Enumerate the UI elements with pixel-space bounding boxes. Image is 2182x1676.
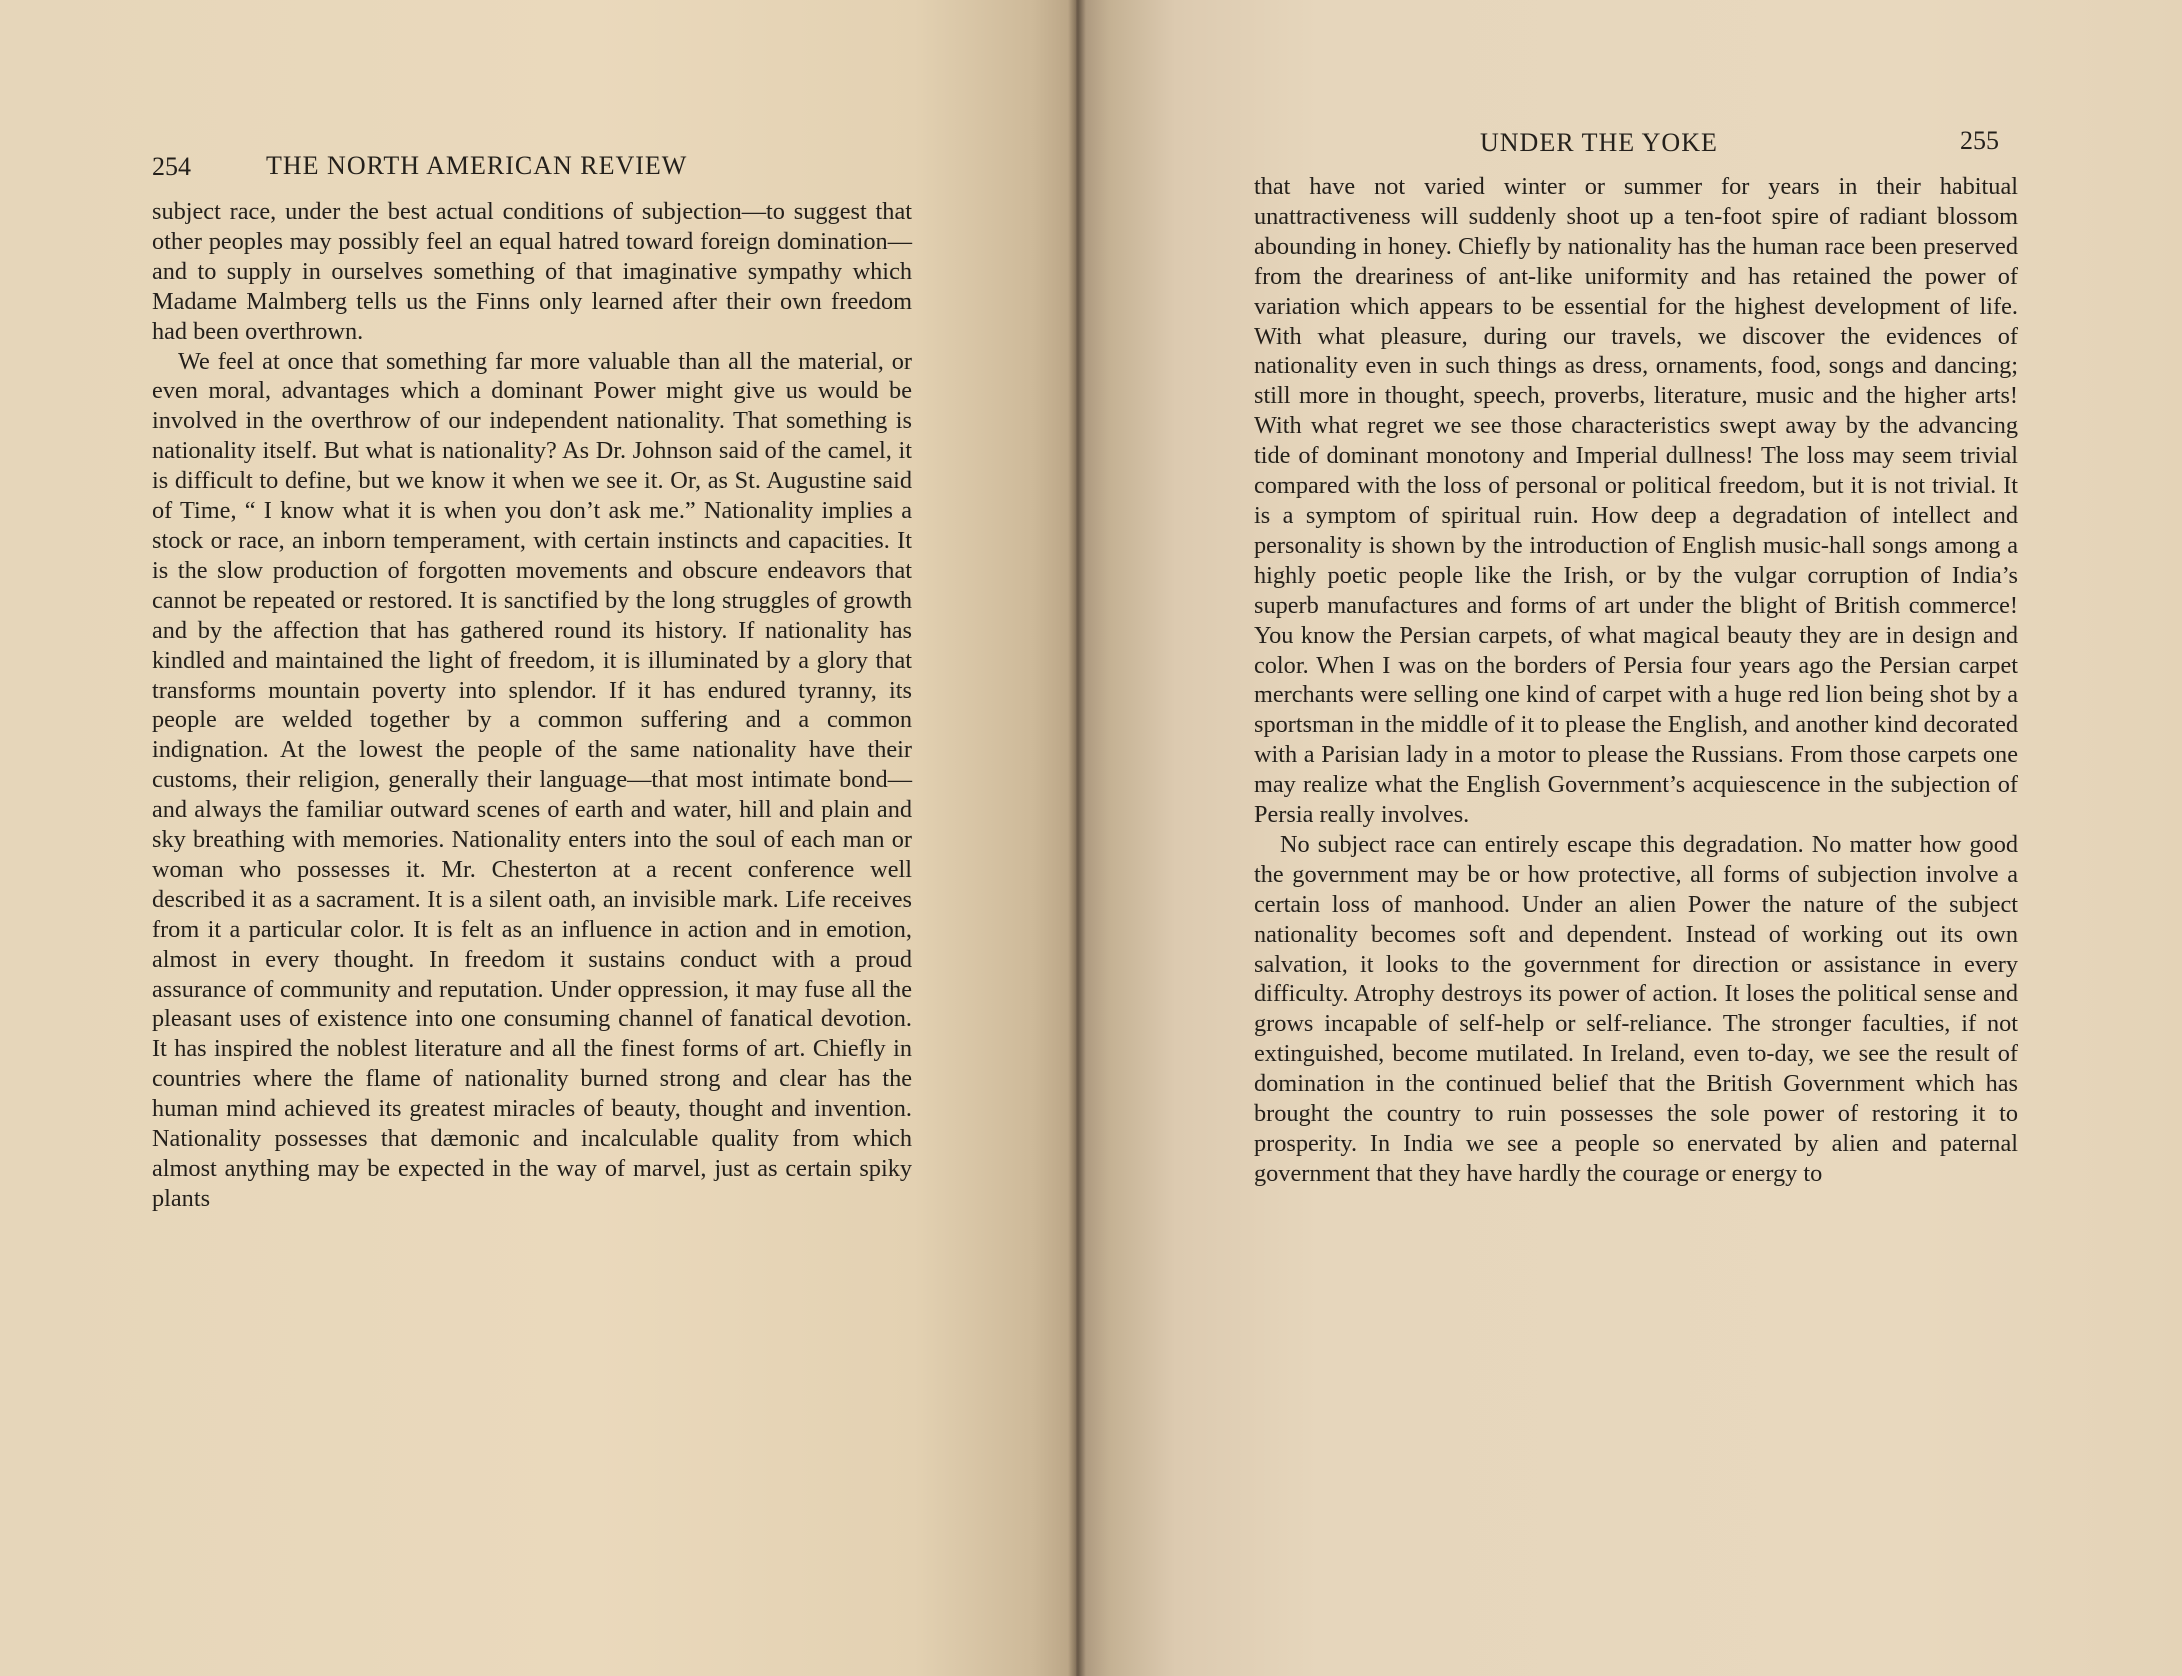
book-gutter: [1068, 0, 1086, 1676]
left-page: [0, 0, 1076, 1676]
left-page-body: [152, 197, 912, 1214]
page-number: 254: [152, 152, 191, 181]
running-head: UNDER THE YOKE: [1480, 128, 1718, 157]
paragraph: We feel at once that something far more valuable than all the material, or even moral, advantages which a dominant Power might give us would be involved in the overthrow of our independent nationality. That something is nationality itself. But what is nationality? As Dr. Johnson said of the camel, it is difficult to define, but we know it when we see it. Or, as St. Augustine said of Time, “ I know what it is when you don’t ask me.” Nationality implies a stock or race, an inborn temperament, with certain instincts and capacities. It is the slow production of forgotten movements and obscure endeavors that cannot be repeated or restored. It is sanctified by the long struggles of growth and by the affection that has gathered round its history. If nationality has kindled and maintained the light of freedom, it is illuminated by a glory that transforms mountain poverty into splendor. If it has endured tyranny, its people are welded together by a common suffering and a common indignation. At the lowest the people of the same nationality have their customs, their religion, generally their language—that most intimate bond—and always the familiar outward scenes of earth and water, hill and plain and sky breathing with memories. Nationality enters into the soul of each man or woman who possesses it. Mr. Chesterton at a recent conference well described it as a sacrament. It is a silent oath, an invisible mark. Life receives from it a particular color. It is felt as an influence in action and in emotion, almost in every thought. In freedom it sustains conduct with a proud assurance of community and reputation. Under oppression, it may fuse all the pleasant uses of existence into one consuming channel of fanatical devotion. It has inspired the noblest literature and all the finest forms of art. Chiefly in countries where the flame of nationality burned strong and clear has the human mind achieved its greatest miracles of beauty, thought and invention. Nationality possesses that dæmonic and incalculable quality from which almost anything may be expected in the way of marvel, just as certain spiky plants: [152, 347, 912, 1212]
running-head: THE NORTH AMERICAN REVIEW: [266, 151, 688, 180]
paragraph: No subject race can entirely escape this degradation. No matter how good the government may be or how protective, all forms of subjection involve a certain loss of manhood. Under an alien Power the nature of the subject nationality becomes soft and dependent. Instead of working out its own salvation, it looks to the government for direction or assistance in every difficulty. Atrophy destroys its power of action. It loses the political sense and grows incapable of self-help or self-reliance. The stronger faculties, if not extinguished, become mutilated. In Ireland, even to-day, we see the result of domination in the continued belief that the British Government which has brought the country to ruin possesses the sole power of restoring it to prosperity. In India we see a people so enervated by alien and paternal government that they have hardly the courage or energy to: [1254, 830, 2018, 1187]
page-number: 255: [1960, 126, 1999, 155]
right-page-body: [1254, 172, 2018, 1189]
paragraph: subject race, under the best actual conditions of subjection—to suggest that other peoples may possibly feel an equal hatred toward foreign domination—and to supply in ourselves something of that imaginative sympathy which Madame Malmberg tells us the Finns only learned after their own freedom had been overthrown.: [152, 198, 912, 345]
paragraph: that have not varied winter or summer for years in their habitual unattractiveness will suddenly shoot up a ten-foot spire of radiant blossom abounding in honey. Chiefly by nationality has the human race been preserved from the dreariness of ant-like uniformity and has retained the power of variation which appears to be essential for the highest development of life. With what pleasure, during our travels, we discover the evidences of nationality even in such things as dress, ornaments, food, songs and dancing; still more in thought, speech, proverbs, literature, music and the higher arts! With what regret we see those characteristics swept away by the advancing tide of dominant monotony and Imperial dullness! The loss may seem trivial compared with the loss of personal or political freedom, but it is not trivial. It is a symptom of spiritual ruin. How deep a degradation of intellect and personality is shown by the introduction of English music-hall songs among a highly poetic people like the Irish, or by the vulgar corruption of India’s superb manufactures and forms of art under the blight of British commerce! You know the Persian carpets, of what magical beauty they are in design and color. When I was on the borders of Persia four years ago the Persian carpet merchants were selling one kind of carpet with a huge red lion being shot by a sportsman in the middle of it to please the English, and another kind decorated with a Parisian lady in a motor to please the Russians. From those carpets one may realize what the English Government’s acquiescence in the subjection of Persia really involves.: [1254, 173, 2018, 829]
